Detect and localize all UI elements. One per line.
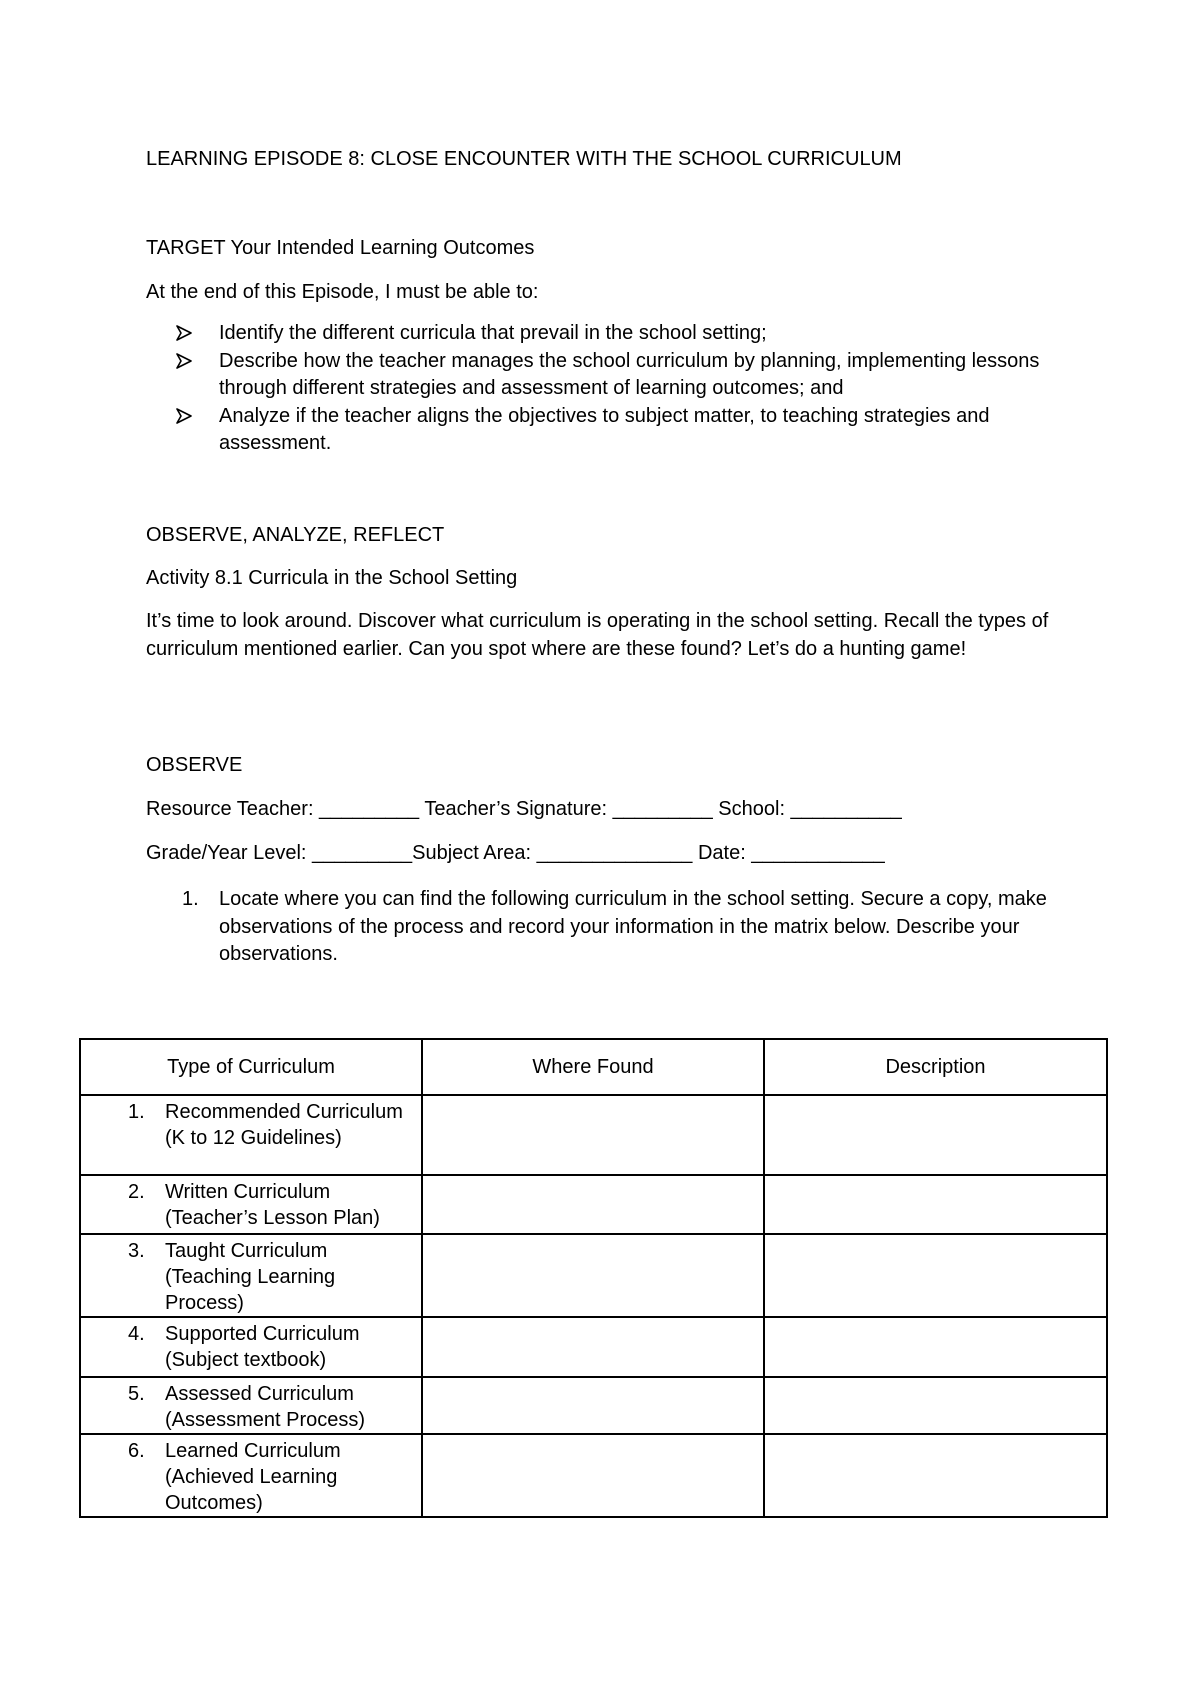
activity-title: Activity 8.1 Curricula in the School Setting — [146, 567, 518, 589]
outcome-text: Analyze if the teacher aligns the objectives to subject matter, to teaching strategies and assessment. — [219, 404, 990, 454]
section-heading: OBSERVE, ANALYZE, REFLECT — [146, 524, 445, 546]
instruction-list — [182, 886, 1062, 969]
outcomes-list — [176, 320, 1076, 458]
table-row — [80, 1377, 1107, 1434]
type-cell — [80, 1317, 422, 1377]
type-cell — [80, 1234, 422, 1317]
curriculum-matrix-table — [79, 1038, 1108, 1518]
arrow-bullet-icon — [176, 353, 192, 369]
outcome-text: Describe how the teacher manages the school curriculum by planning, implementing lessons through different strategies and assessment of learning outcomes; and — [219, 349, 1040, 399]
description-cell[interactable] — [764, 1095, 1107, 1175]
row-number: 2. — [128, 1181, 145, 1203]
curriculum-type: Learned Curriculum (Achieved Learning Outcomes) — [165, 1440, 341, 1514]
page-title: LEARNING EPISODE 8: CLOSE ENCOUNTER WITH THE SCHOOL CURRICULUM — [146, 148, 902, 170]
row-number: 1. — [128, 1101, 145, 1123]
description-cell[interactable] — [764, 1175, 1107, 1234]
table-row — [80, 1175, 1107, 1234]
description-cell[interactable] — [764, 1377, 1107, 1434]
where-found-cell[interactable] — [422, 1317, 764, 1377]
description-cell[interactable] — [764, 1234, 1107, 1317]
type-cell — [80, 1377, 422, 1434]
row-number: 5. — [128, 1383, 145, 1405]
row-number: 6. — [128, 1440, 145, 1462]
description-cell[interactable] — [764, 1434, 1107, 1517]
curriculum-type: Recommended Curriculum (K to 12 Guidelines) — [165, 1101, 403, 1149]
table-row — [80, 1317, 1107, 1377]
where-found-cell[interactable] — [422, 1175, 764, 1234]
header-type-of-curriculum: Type of Curriculum — [80, 1039, 422, 1095]
instruction-item — [182, 886, 1062, 969]
header-where-found: Where Found — [422, 1039, 764, 1095]
form-line-resource-teacher: Resource Teacher: _________ Teacher’s Signature: _________ School: __________ — [146, 798, 902, 820]
table-row — [80, 1095, 1107, 1175]
instruction-number: 1. — [182, 888, 199, 910]
where-found-cell[interactable] — [422, 1234, 764, 1317]
intro-text: At the end of this Episode, I must be able to: — [146, 281, 539, 303]
row-number: 3. — [128, 1240, 145, 1262]
curriculum-type: Taught Curriculum (Teaching Learning Process) — [165, 1240, 336, 1314]
type-cell — [80, 1095, 422, 1175]
table-row — [80, 1234, 1107, 1317]
form-line-grade-level: Grade/Year Level: _________Subject Area: ______________ Date: ____________ — [146, 842, 885, 864]
outcome-item — [176, 320, 1076, 348]
type-cell — [80, 1434, 422, 1517]
arrow-bullet-icon — [176, 325, 192, 341]
table-header-row — [80, 1039, 1107, 1095]
where-found-cell[interactable] — [422, 1095, 764, 1175]
instruction-text: Locate where you can find the following curriculum in the school setting. Secure a copy, make observations of the process and record your information in the matrix below. Describe your observations. — [219, 888, 1047, 965]
curriculum-type: Assessed Curriculum (Assessment Process) — [165, 1383, 366, 1431]
header-description: Description — [764, 1039, 1107, 1095]
outcome-item — [176, 403, 1076, 458]
where-found-cell[interactable] — [422, 1377, 764, 1434]
curriculum-type: Supported Curriculum (Subject textbook) — [165, 1323, 360, 1371]
row-number: 4. — [128, 1323, 145, 1345]
target-heading: TARGET Your Intended Learning Outcomes — [146, 237, 535, 259]
arrow-bullet-icon — [176, 408, 192, 424]
description-cell[interactable] — [764, 1317, 1107, 1377]
type-cell — [80, 1175, 422, 1234]
observe-heading: OBSERVE — [146, 754, 243, 776]
curriculum-type: Written Curriculum (Teacher’s Lesson Plan) — [165, 1181, 380, 1229]
outcome-text: Identify the different curricula that prevail in the school setting; — [219, 322, 767, 344]
activity-text: It’s time to look around. Discover what curriculum is operating in the school setting. Recall the types of curriculum mentioned earlier. Can you spot where are these found? Let’s do a hunting game! — [146, 610, 1049, 660]
table-row — [80, 1434, 1107, 1517]
where-found-cell[interactable] — [422, 1434, 764, 1517]
outcome-item — [176, 348, 1076, 403]
